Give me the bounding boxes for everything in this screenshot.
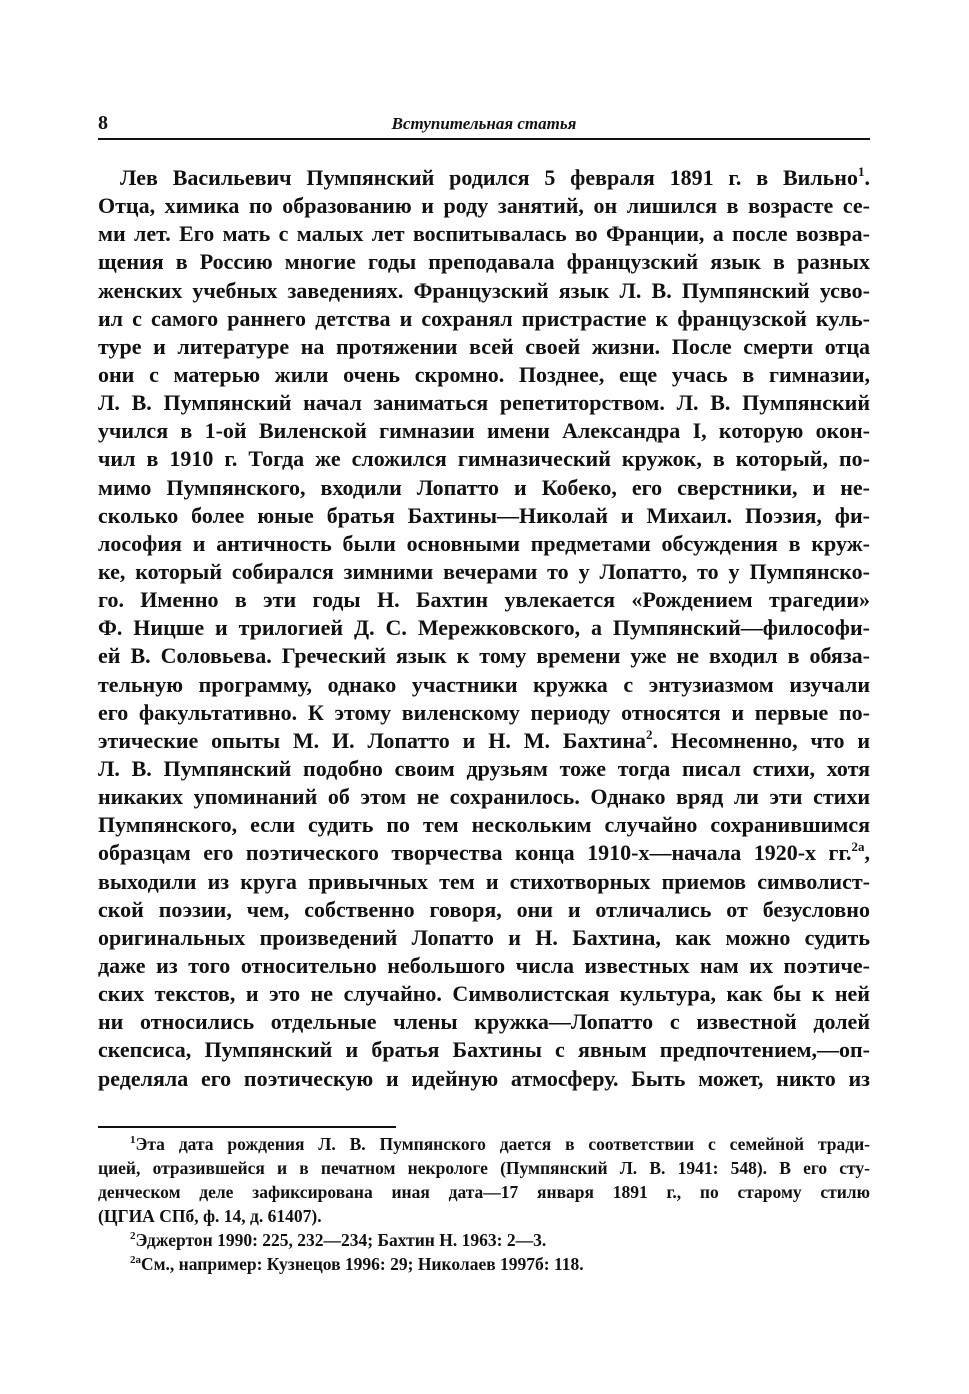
text-line: туре и литературе на протяжении всей своей жизни. После смерти отца — [98, 333, 870, 359]
footnote-1-line: (ЦГИА СПб, ф. 14, д. 61407). — [98, 1206, 322, 1226]
text-line: го. Именно в эти годы Н. Бахтин увлекается «Рождением трагедии» — [98, 587, 870, 613]
text-line: мимо Пумпянского, входили Лопатто и Кобеко, его сверстники, и не- — [98, 474, 870, 500]
footnote-marker: 2a — [130, 1254, 141, 1266]
page-header — [98, 112, 870, 140]
text-line: даже из того относительно небольшого числа известных нам их поэтиче- — [98, 952, 870, 978]
footnote-separator — [98, 1126, 396, 1128]
text-line: ни относились отдельные члены кружка—Лопатто с известной долей — [98, 1009, 870, 1035]
text-line: Ф. Ницше и трилогией Д. С. Мережковского, а Пумпянский—философи- — [98, 615, 870, 641]
footnote-ref-1[interactable]: 1 — [858, 164, 865, 179]
footnote-ref-2a[interactable]: 2a — [851, 839, 865, 855]
text-line: Отца, химика по образованию и роду занятий, он лишился в возрасте се- — [98, 193, 870, 219]
text-line: тельную программу, однако участники кружка с энтузиазмом изучали — [98, 671, 870, 697]
text-line: выходили из круга привычных тем и стихотворных приемов символист- — [98, 868, 870, 894]
text-line: Пумпянского, если судить по тем нескольким случайно сохранившимся — [98, 812, 870, 838]
text-line: его факультативно. К этому виленскому периоду относятся и первые по- — [98, 699, 870, 725]
text-line: Лев Васильевич Пумпянский родился 5 февраля 1891 г. в Вильно$^1$. — [120, 164, 870, 190]
footnote-2: $^2$Эджертон 1990: 225, 232—234; Бахтин Н. 1963: 2—3. — [130, 1230, 547, 1250]
page-number: 8 — [98, 112, 108, 134]
text-line: ределяла его поэтическую и идейную атмосферу. Быть может, никто из — [98, 1065, 870, 1091]
header-rule — [98, 138, 870, 140]
footnotes — [98, 1132, 870, 1276]
text-line: ских текстов, и это не случайно. Символистская культура, как бы к ней — [98, 981, 870, 1007]
text-line: этические опыты М. И. Лопатто и Н. М. Бахтина$^2$. Несомненно, что и — [98, 726, 870, 753]
footnote-1: $^1$Эта дата рождения Л. В. Пумпянского дается в соответствии с семейной тради- — [130, 1134, 870, 1154]
text-line: ке, который собирался зимними вечерами то у Лопатто, то у Пумпянско- — [98, 558, 870, 584]
text-line: женских учебных заведениях. Французский язык Л. В. Пумпянский усво- — [98, 277, 870, 303]
running-title: Вступительная статья — [391, 114, 577, 133]
text-line: сколько более юные братья Бахтины—Николай и Михаил. Поэзия, фи- — [98, 502, 870, 528]
text-line: образцам его поэтического творчества конца 1910-х—начала 1920-х гг.$^{2a}$, — [98, 839, 870, 866]
text-line: лософия и античность были основными предметами обсуждения в круж- — [98, 530, 870, 556]
main-text — [98, 164, 870, 1093]
text-line: чил в 1910 г. Тогда же сложился гимназический кружок, в который, по- — [98, 446, 870, 472]
text-line: Л. В. Пумпянский подобно своим друзьям тоже тогда писал стихи, хотя — [98, 755, 870, 781]
text-line: ил с самого раннего детства и сохранял пристрастие к французской куль- — [98, 305, 870, 331]
footnote-marker: 2 — [130, 1230, 136, 1242]
text-line: щения в Россию многие годы преподавала французский язык в разных — [98, 249, 870, 275]
footnote-ref-2[interactable]: 2 — [646, 726, 653, 742]
text-line: оригинальных произведений Лопатто и Н. Бахтина, как можно судить — [98, 924, 870, 950]
text-line: Л. В. Пумпянский начал заниматься репетиторством. Л. В. Пумпянский — [98, 390, 870, 416]
text-line: они с матерью жили очень скромно. Позднее, еще учась в гимназии, — [98, 361, 870, 387]
footnote-1-line: денческом деле зафиксирована иная дата—17 января 1891 г., по старому стилю — [98, 1182, 870, 1202]
text-line: ми лет. Его мать с малых лет воспитывалась во Франции, а после возвра- — [98, 221, 870, 247]
text-line: ской поэзии, чем, собственно говоря, они и отличались от безусловно — [98, 896, 870, 922]
footnote-2a: $^{2a}$См., например: Кузнецов 1996: 29; Николаев 1997б: 118. — [130, 1254, 584, 1274]
footnote-1-line: цией, отразившейся и в печатном некрологе (Пумпянский Л. В. 1941: 548). В его сту- — [98, 1158, 870, 1178]
text-line: скепсиса, Пумпянский и братья Бахтины с явным предпочтением,—оп- — [98, 1037, 870, 1063]
footnote-marker: 1 — [130, 1134, 136, 1146]
text-line: никаких упоминаний об этом не сохранилось. Однако вряд ли эти стихи — [98, 784, 870, 810]
text-line: ей В. Соловьева. Греческий язык к тому времени уже не входил в обяза- — [98, 643, 870, 669]
text-line: учился в 1-ой Виленской гимназии имени Александра I, которую окон- — [98, 418, 870, 444]
